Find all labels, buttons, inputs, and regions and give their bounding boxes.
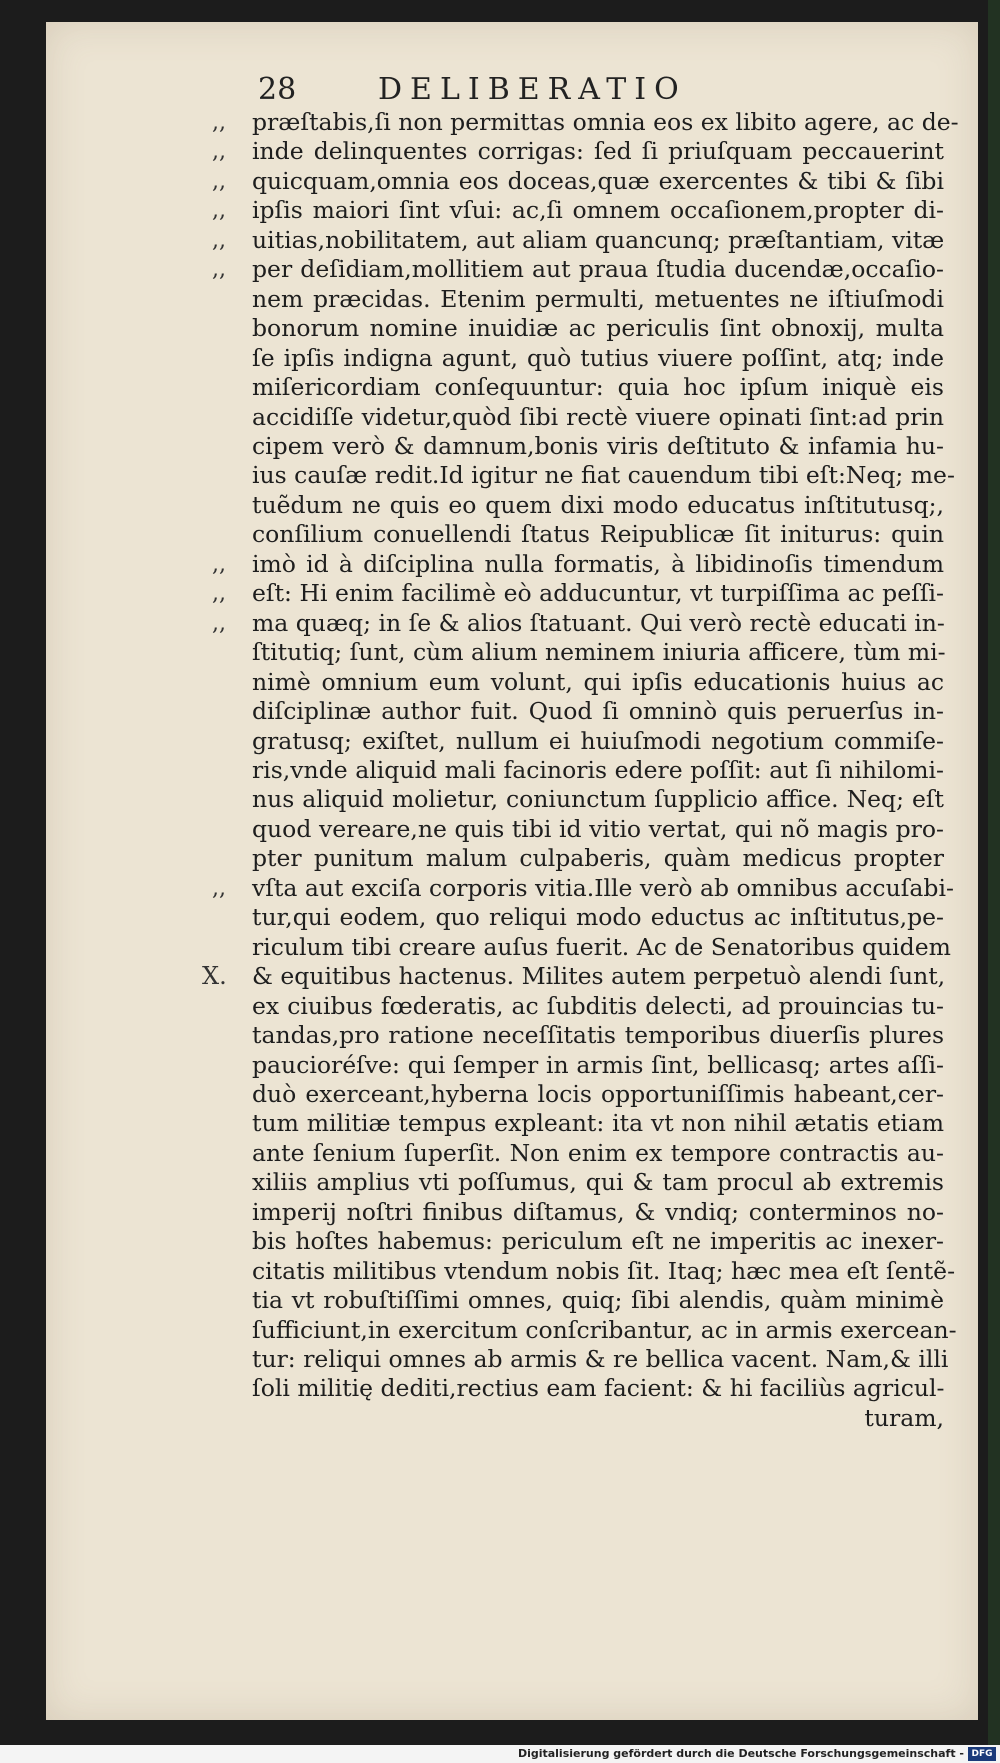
text-line (212, 549, 944, 579)
quote-marker: ,, (212, 168, 226, 194)
text-line (252, 697, 944, 726)
page-header (258, 72, 818, 112)
text-line (252, 1315, 957, 1345)
line-text: miſericordiam conſequuntur: quia hoc ipſum iniquè eis (252, 373, 944, 402)
quote-marker: ,, (212, 581, 226, 607)
line-text: ſoli militię dediti,rectius eam facient: & hi faciliùs agricul- (252, 1374, 945, 1403)
line-text: ipſis maiori ſint vſui: ac,ſi omnem occaſionem,propter di- (252, 196, 944, 225)
line-text: gratusq; exiſtet, nullum ei huiuſmodi negotium commiſe- (252, 726, 944, 755)
line-text: tuẽdum ne quis eo quem dixi modo educatus inſtitutusq;, (252, 490, 944, 519)
line-text: tur,qui eodem, quo reliqui modo eductus ac inſtitutus,pe- (252, 903, 944, 932)
text-line (252, 932, 951, 962)
line-text: imò id à diſciplina nulla formatis, à libidinoſis timendum (252, 549, 944, 578)
text-line (252, 1374, 944, 1403)
text-line (252, 285, 944, 314)
line-text: diſciplinæ author fuit. Quod ſi omninò quis peruerſus in- (252, 697, 944, 726)
line-text: tandas,pro ratione neceſſitatis temporibus diuerſis plures (252, 1021, 944, 1050)
line-text: ſe ipſis indigna agunt, quò tutius viuere poſſint, atq; inde (252, 343, 944, 372)
text-line (252, 491, 944, 520)
line-text: bonorum nomine inuidiæ ac periculis ſint obnoxij, multa (252, 314, 944, 343)
footer-bar (0, 1745, 1000, 1763)
text-line (252, 727, 944, 756)
text-line (252, 1345, 949, 1374)
line-text: per deſidiam,mollitiem aut praua ſtudia ducendæ,occaſio- (252, 255, 944, 284)
text-line (252, 1404, 944, 1433)
line-text: nem præcidas. Etenim permulti, metuentes ne iſtiuſmodi (252, 284, 944, 313)
text-line (212, 608, 945, 638)
text-line (252, 373, 944, 402)
text-line (252, 638, 944, 667)
line-text: præſtabis,ſi non permittas omnia eos ex libito agere, ac de- (252, 108, 959, 136)
text-line (212, 108, 959, 137)
text-line (212, 255, 944, 284)
quote-marker: ,, (212, 875, 226, 901)
text-line (252, 1021, 944, 1050)
line-text: tur: reliqui omnes ab armis & re bellica vacent. Nam,& illi (252, 1345, 949, 1374)
text-line (252, 403, 944, 432)
line-text: bis hoſtes habemus: periculum eſt ne imperitis ac inexer- (252, 1227, 944, 1256)
line-text: paucioréſve: qui ſemper in armis ſint, bellicasq; artes aſſi- (252, 1050, 944, 1079)
quote-marker: ,, (212, 139, 226, 165)
text-line (252, 1168, 944, 1197)
line-text: xiliis amplius vti poſſumus, qui & tam procul ab extremis (252, 1168, 944, 1197)
quote-marker: ,, (212, 257, 226, 283)
line-text: turam, (864, 1403, 944, 1432)
line-text: cipem verò & damnum,bonis viris deſtituto & infamia hu- (252, 431, 944, 460)
dfg-logo: DFG (968, 1747, 996, 1761)
text-line (252, 903, 944, 932)
line-text: nimè omnium eum volunt, qui ipſis educationis huius ac (252, 667, 944, 696)
body-text (202, 108, 959, 1433)
line-text: conſilium conuellendi ſtatus Reipublicæ ſit initurus: quin (252, 520, 944, 549)
line-text: uitias,nobilitatem, aut aliam quancunq; præſtantiam, vitæ (252, 225, 945, 254)
text-line (212, 225, 945, 255)
line-text: accidiſſe videtur,quòd ſibi rectè viuere opinati ſint:ad prin (252, 402, 944, 431)
quote-marker: ,, (212, 551, 226, 577)
line-text: eſt: Hi enim facilimè eò adducuntur, vt turpiſſima ac peſſi- (252, 579, 944, 608)
line-text: ris,vnde aliquid mali facinoris edere poſſit: aut ſi nihilomi- (252, 755, 944, 784)
text-line (212, 196, 944, 225)
running-title: DELIBERATIO (378, 72, 687, 107)
footer-credit: Digitalisierung gefördert durch die Deutsche Forschungsgemeinschaft - (517, 1747, 964, 1760)
text-line (252, 1109, 944, 1138)
text-line (252, 992, 944, 1021)
scan-edge (988, 0, 1000, 1763)
line-text: ſtitutiq; ſunt, cùm alium neminem iniuria afficere, tùm mi- (252, 638, 946, 667)
line-text: pter punitum malum culpaberis, quàm medicus propter (252, 844, 944, 873)
text-line (252, 1256, 956, 1286)
quote-marker: ,, (212, 610, 226, 636)
text-line (252, 432, 944, 461)
line-text: vſta aut exciſa corporis vitia.Ille verò ab omnibus accuſabi- (252, 873, 954, 902)
text-line (212, 579, 944, 608)
text-line (252, 785, 944, 814)
line-text: ius cauſæ redit.Id igitur ne fiat cauendum tibi eſt:Neq; me- (252, 461, 955, 490)
text-line (202, 962, 946, 991)
line-text: ſufficiunt,in exercitum conſcribantur, ac in armis exercean- (252, 1315, 957, 1344)
text-line (252, 1139, 944, 1168)
text-line (252, 520, 944, 549)
line-text: ma quæq; in ſe & alios ſtatuant. Qui verò rectè educati in- (252, 608, 945, 637)
text-line (252, 815, 944, 844)
section-marker: X. (202, 962, 227, 991)
line-text: inde delinquentes corrigas: ſed ſi priuſquam peccauerint (252, 137, 944, 166)
line-text: & equitibus hactenus. Milites autem perpetuò alendi ſunt, (252, 962, 946, 991)
text-line (212, 137, 944, 166)
text-line (252, 1286, 944, 1315)
line-text: ex ciuibus fœderatis, ac ſubditis delecti, ad prouincias tu- (252, 991, 944, 1020)
text-line (252, 844, 944, 873)
quote-marker: ,, (212, 110, 226, 135)
quote-marker: ,, (212, 198, 226, 224)
line-text: nus aliquid molietur, coniunctum ſupplicio affice. Neq; eſt (252, 785, 944, 814)
text-line (212, 166, 944, 196)
text-line (252, 344, 944, 373)
text-line (252, 668, 944, 697)
text-line (212, 873, 954, 903)
line-text: quod vereare,ne quis tibi id vitio vertat, qui nõ magis pro- (252, 814, 944, 843)
text-line (252, 1080, 944, 1109)
line-text: quicquam,omnia eos doceas,quæ exercentes & tibi & ſibi (252, 166, 944, 195)
quote-marker: ,, (212, 227, 226, 253)
text-line (252, 756, 944, 785)
text-line (252, 1227, 944, 1256)
text-line (252, 1051, 944, 1080)
line-text: imperij noſtri finibus diſtamus, & vndiq; conterminos no- (252, 1197, 944, 1226)
line-text: ante ſenium ſuperſit. Non enim ex tempore contractis au- (252, 1138, 944, 1167)
line-text: tia vt robuſtiſſimi omnes, quiq; ſibi alendis, quàm minimè (252, 1286, 944, 1315)
page-number: 28 (258, 72, 297, 107)
line-text: tum militiæ tempus expleant: ita vt non nihil ætatis etiam (252, 1109, 944, 1138)
line-text: citatis militibus vtendum nobis ſit. Itaq; hæc mea eſt ſentẽ- (252, 1256, 956, 1285)
text-line (252, 1198, 944, 1227)
text-line (252, 314, 944, 343)
text-line (252, 461, 955, 490)
line-text: riculum tibi creare auſus fuerit. Ac de Senatoribus quidem (252, 932, 951, 961)
line-text: duò exerceant,hyberna locis opportuniſſimis habeant,cer- (252, 1079, 944, 1108)
